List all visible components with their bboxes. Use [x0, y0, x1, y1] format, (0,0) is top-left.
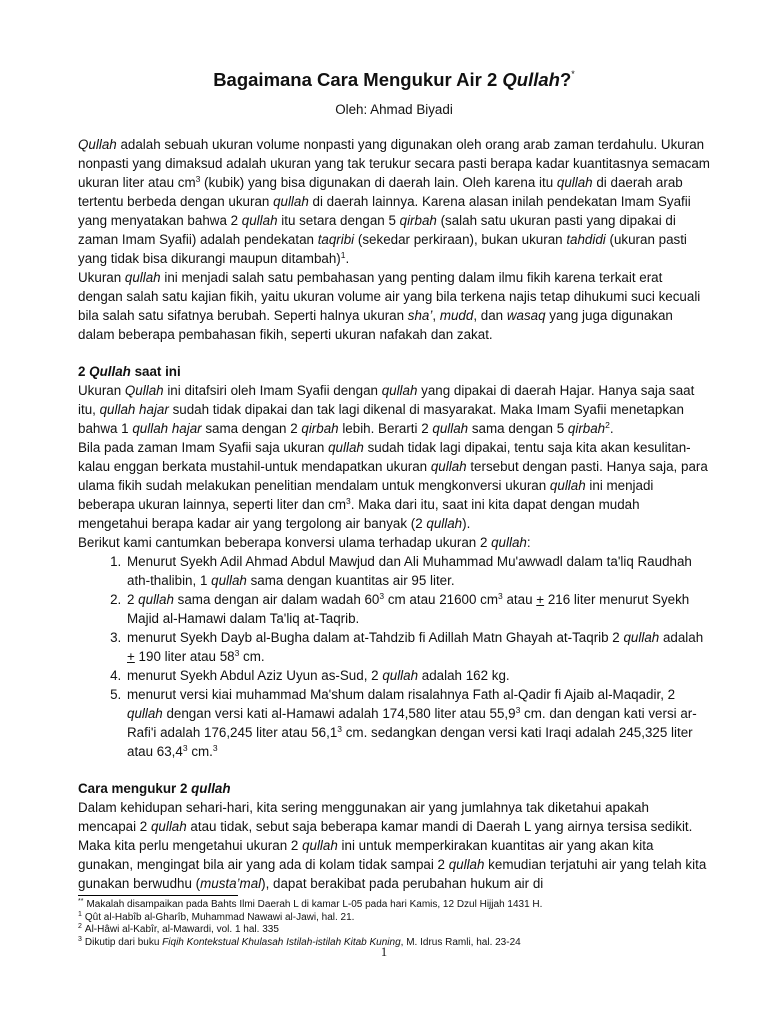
- superscript: 3: [78, 935, 82, 943]
- text-run: cm.: [187, 744, 213, 759]
- superscript: 3: [498, 591, 503, 601]
- section1-paragraph-2: [78, 438, 710, 533]
- text-run: Ukuran: [78, 383, 125, 398]
- italic-text: qirbah: [567, 421, 606, 436]
- italic-text: qullah: [328, 440, 364, 455]
- superscript: 3: [337, 724, 342, 734]
- italic-text: wasaq: [506, 308, 546, 323]
- text-run: (ukuran pasti yang tidak bisa dikurangi maupun ditambah): [78, 232, 687, 266]
- text-run: sama dengan air dalam wadah 60: [173, 592, 380, 607]
- list-item: [125, 685, 710, 761]
- italic-text: tahdidi: [566, 232, 606, 247]
- footnote-item: [78, 912, 718, 925]
- italic-text: mudd: [439, 308, 474, 323]
- text-run: Dikutip dari buku: [84, 936, 163, 948]
- footnote-item: [78, 899, 718, 912]
- italic-text: qullah: [430, 459, 467, 474]
- text-run: itu setara dengan 5: [277, 213, 400, 228]
- text-run: 2: [78, 364, 90, 379]
- document-body: [78, 62, 710, 893]
- italic-text: qullah: [211, 573, 247, 588]
- text-run: cm. sedangkan dengan versi kati Iraqi adalah 245,325 liter atau 63,4: [127, 725, 693, 759]
- underlined-text: +: [127, 649, 135, 664]
- text-run: sudah tidak dipakai dan tak lagi dikenal di masyarakat. Maka Imam Syafii menetapkan bahwa 1: [78, 402, 684, 436]
- text-run: (salah satu ukuran pasti yang dipakai di zaman Imam Syafii) adalah pendekatan: [78, 213, 676, 247]
- italic-text: qullah: [273, 194, 309, 209]
- author-line: Oleh: Ahmad Biyadi: [335, 102, 453, 117]
- text-run: .: [609, 421, 614, 436]
- italic-text: qullah: [138, 592, 174, 607]
- footnotes: [78, 899, 718, 949]
- italic-text: qullah: [382, 668, 419, 683]
- text-run: saat ini: [130, 364, 181, 379]
- text-run: Makalah disampaikan pada Bahts Ilmi Daerah L di kamar L-05 pada hari Kamis, 12 Dzul Hijjah 1431 H.: [86, 899, 543, 910]
- superscript: **: [78, 898, 84, 905]
- italic-text: qullah: [556, 175, 593, 190]
- text-run: :: [526, 535, 531, 550]
- text-run: ini untuk memperkirakan kuantitas air yang akan kita gunakan, mengingat bila air yang ada di kolam tidak sampai 2: [78, 838, 654, 872]
- italic-text: qullah: [302, 838, 338, 853]
- text-run: , dan: [473, 308, 507, 323]
- text-run: kemudian terjatuhi air yang telah kita gunakan berwudhu (: [78, 857, 707, 891]
- text-run: adalah sebuah ukuran volume nonpasti yang digunakan oleh orang arab zaman terdahulu. Ukuran nonpasti yang dimaksud adalah ukuran yang tak terukur secara pasti berapa kadar kuantitasnya semacam ukuran liter atau cm: [78, 137, 710, 190]
- text-run: 2: [127, 592, 139, 607]
- text-run: sudah tidak lagi dipakai, tentu saja kita akan kesulitan-kalau enggan berkata mustahil-untuk mendapatkan ukuran: [78, 440, 691, 474]
- italic-text: qullah hajar: [99, 402, 169, 417]
- italic-text: qullah: [241, 213, 278, 228]
- text-run: ,: [432, 308, 440, 323]
- text-run: Menurut Syekh Adil Ahmad Abdul Mawjud dan Ali Muhammad Mu'awwadl dalam ta'liq Raudhah ath-thalibin, 1: [127, 554, 692, 588]
- text-run: cm.: [239, 649, 265, 664]
- text-run: tersebut dengan pasti. Hanya saja, para ulama fikih sudah melakukan penelitian mendalam untuk mengkonversi ukuran: [78, 459, 708, 493]
- section2-paragraph-1: [78, 798, 710, 893]
- text-run: yang juga digunakan dalam beberapa pembahasan fikih, seperti ukuran nafakah dan zakat.: [78, 308, 673, 342]
- text-run: ini menjadi beberapa ukuran lainnya, seperti liter dan cm: [78, 478, 654, 512]
- text-run: dengan versi kati al-Hamawi adalah 174,580 liter atau 55,9: [162, 706, 516, 721]
- superscript: 1: [78, 910, 82, 918]
- italic-text: qullah hajar: [132, 421, 202, 436]
- italic-text: sha’: [407, 308, 433, 323]
- text-run: adalah 162 kg.: [418, 668, 510, 683]
- text-run: ini ditafsiri oleh Imam Syafii dengan: [163, 383, 382, 398]
- list-item: [125, 590, 710, 628]
- page-number: 1: [380, 945, 388, 959]
- text-run: ).: [462, 516, 471, 531]
- list-item: [125, 552, 710, 590]
- italic-text: qullah: [432, 421, 469, 436]
- italic-text: qullah: [448, 857, 485, 872]
- text-run: di daerah arab tertentu berbeda dengan ukuran: [78, 175, 683, 209]
- section-heading-cara-mengukur: [78, 779, 710, 798]
- superscript: 3: [379, 591, 385, 601]
- italic-text: qullah: [381, 383, 418, 398]
- text-run: ), dapat berakibat pada perubahan hukum air di: [261, 876, 544, 891]
- text-run: menurut Syekh Dayb al-Bugha dalam at-Tahdzib fi Adillah Matn Ghayah at-Taqrib 2: [127, 630, 624, 645]
- superscript: 2: [605, 420, 610, 430]
- italic-text: qirbah: [399, 213, 437, 228]
- text-run: Bila pada zaman Imam Syafii saja ukuran: [78, 440, 329, 455]
- italic-text: qirbah: [301, 421, 339, 436]
- text-run: yang dipakai di daerah Hajar. Hanya saja saat itu,: [78, 383, 695, 417]
- text-run: cm atau 21600 cm: [384, 592, 499, 607]
- text-run: Cara mengukur 2: [78, 781, 192, 796]
- list-item: [125, 628, 710, 666]
- text-run: sama dengan 5: [468, 421, 568, 436]
- italic-text: qullah: [191, 781, 231, 796]
- footnote-divider: [78, 895, 238, 896]
- section-heading-qullah-saat-ini: [78, 362, 710, 381]
- text-run: Ukuran: [78, 270, 125, 285]
- superscript: 2: [78, 923, 82, 931]
- footnote-item: [78, 924, 718, 937]
- text-run: ini menjadi salah satu pembahasan yang penting dalam ilmu fikih karena terkait erat dengan salah satu kajian fikih, yaitu ukuran volume air yang bila terkena najis tetap dihukumi suci kecuali bila salah satu sifatnya berubah. Seperti halnya ukuran: [78, 270, 701, 323]
- text-run: (sekedar perkiraan), bukan ukuran: [354, 232, 567, 247]
- italic-text: Qullah: [89, 364, 131, 379]
- italic-text: qullah: [491, 535, 527, 550]
- italic-text: qullah: [127, 706, 163, 721]
- text-run: cm. dan dengan kati versi ar-Rafi'i adalah 176,245 liter atau 56,1: [127, 706, 697, 740]
- intro-paragraph-2: [78, 268, 710, 344]
- text-run: Qût al-Habîb al-Gharîb, Muhammad Nawawi al-Jawi, hal. 21.: [84, 911, 355, 923]
- italic-text: Qullah: [124, 383, 164, 398]
- text-run: Berikut kami cantumkan beberapa konversi ulama terhadap ukuran 2: [78, 535, 492, 550]
- intro-paragraph-1: [78, 135, 710, 268]
- text-run: lebih. Berarti 2: [338, 421, 433, 436]
- italic-text: taqribi: [317, 232, 355, 247]
- text-run: atau: [502, 592, 537, 607]
- text-run: , M. Idrus Ramli, hal. 23-24: [400, 936, 521, 948]
- superscript: 3: [345, 496, 351, 506]
- superscript: 3: [195, 174, 201, 184]
- italic-text: Fiqih Kontekstual Khulasah Istilah-istilah Kitab Kuning: [162, 936, 401, 948]
- underlined-text: +: [536, 592, 545, 607]
- text-run: 216 liter menurut Syekh Majid al-Hamawi dalam Ta'liq at-Taqrib.: [127, 592, 690, 626]
- page-title: Bagaimana Cara Mengukur Air 2 Qullah?*: [213, 69, 575, 90]
- italic-text: Qullah: [78, 137, 117, 152]
- superscript: 3: [234, 648, 240, 658]
- italic-text: qullah: [623, 630, 660, 645]
- italic-text: qullah: [150, 819, 187, 834]
- section1-paragraph-1: [78, 381, 710, 438]
- text-run: Dalam kehidupan sehari-hari, kita sering menggunakan air yang jumlahnya tak diketahui apakah mencapai 2: [78, 800, 649, 834]
- text-run: sama dengan kuantitas air 95 liter.: [246, 573, 455, 588]
- text-run: menurut versi kiai muhammad Ma'shum dalam risalahnya Fath al-Qadir fi Ajaib al-Maqadir, 2: [127, 687, 676, 702]
- text-run: (kubik) yang bisa digunakan di daerah lain. Oleh karena itu: [200, 175, 557, 190]
- text-run: adalah: [659, 630, 704, 645]
- list-item: [125, 666, 710, 685]
- text-run: 190 liter atau 58: [134, 649, 235, 664]
- superscript: 3: [212, 743, 218, 753]
- superscript: 1: [340, 250, 346, 260]
- italic-text: musta’mal: [200, 876, 262, 891]
- text-run: atau tidak, sebut saja beberapa kamar mandi di Daerah L yang airnya tersisa sedikit. Maka kita perlu mengetahui ukuran 2: [78, 819, 693, 853]
- conversion-list: [78, 552, 710, 761]
- italic-text: qullah: [426, 516, 463, 531]
- text-run: di daerah lainnya. Karena alasan inilah pendekatan Imam Syafii yang menyatakan bahwa 2: [78, 194, 691, 228]
- text-run: . Maka dari itu, saat ini kita dapat dengan mudah mengetahui berapa kadar air yang tergolong air banyak (2: [78, 497, 640, 531]
- text-run: menurut Syekh Abdul Aziz Uyun as-Sud, 2: [127, 668, 383, 683]
- superscript: 3: [515, 705, 521, 715]
- superscript: 3: [182, 743, 188, 753]
- text-run: Al-Hâwi al-Kabîr, al-Mawardi, vol. 1 hal. 335: [84, 924, 279, 936]
- italic-text: qullah: [124, 270, 161, 285]
- section1-paragraph-3: [78, 533, 710, 552]
- text-run: sama dengan 2: [201, 421, 302, 436]
- text-run: .: [345, 251, 350, 266]
- italic-text: qullah: [549, 478, 586, 493]
